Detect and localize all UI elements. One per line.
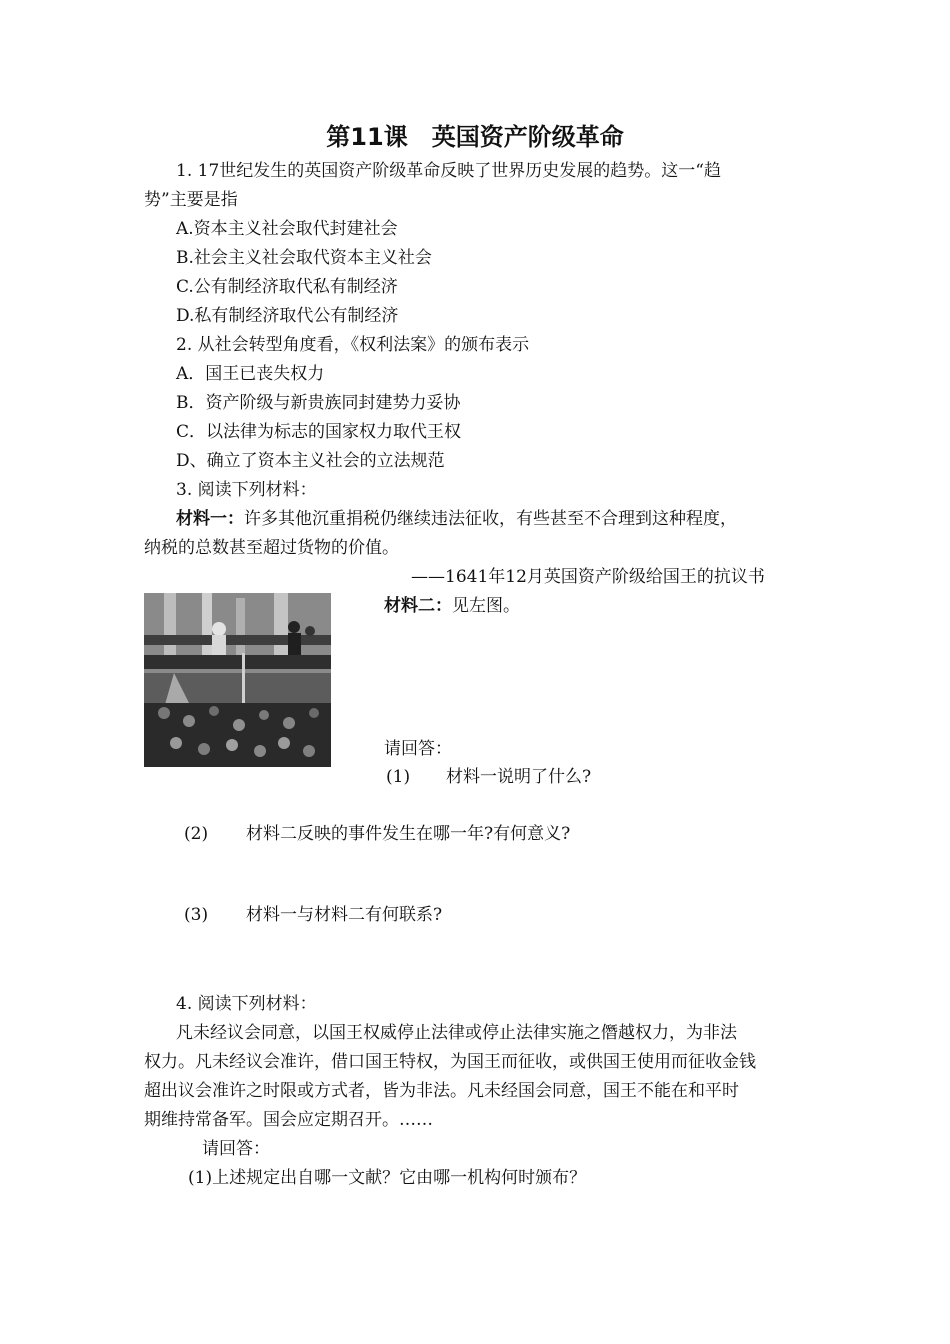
q3-sub1-number: (1): [386, 767, 411, 787]
q2-option-a: A．国王已丧失权力: [176, 364, 325, 384]
material1-source: ——1641年12月英国资产阶级给国王的抗议书: [411, 567, 765, 587]
q3-sub3-text: 材料一与材料二有何联系?: [246, 905, 443, 925]
q3-sub3-number: (3): [184, 905, 209, 925]
q1-option-c: C.公有制经济取代私有制经济: [176, 277, 398, 297]
page-title: 第11课 英国资产阶级革命: [326, 123, 624, 151]
q1-option-d: D.私有制经济取代公有制经济: [176, 306, 399, 326]
q3-sub2-number: (2): [184, 824, 209, 844]
q3-material2: [384, 595, 520, 617]
material2-label: 材料二：: [384, 596, 452, 616]
q1-option-b: B.社会主义社会取代资本主义社会: [176, 248, 432, 268]
q3-sub2-text: 材料二反映的事件发生在哪一年?有何意义?: [246, 824, 571, 844]
q2-stem: 2. 从社会转型角度看，《权利法案》的颁布表示: [176, 335, 530, 355]
q4-sub1: (1)上述规定出自哪一文献？它由哪一机构何时颁布？: [188, 1168, 587, 1188]
q1-option-a: A.资本主义社会取代封建社会: [176, 219, 398, 239]
q4-material-line1: 凡未经议会同意，以国王权威停止法律或停止法律实施之僭越权力，为非法: [176, 1023, 737, 1043]
historical-photo: [144, 593, 331, 767]
q3-material1: [176, 508, 737, 530]
q1-stem-line2: 势”主要是指: [144, 190, 238, 210]
material1-label: 材料一：: [176, 509, 244, 529]
q3-stem: 3. 阅读下列材料：: [176, 480, 317, 500]
q4-ask: 请回答：: [202, 1139, 270, 1159]
q1-stem-line1: 1. 17世纪发生的英国资产阶级革命反映了世界历史发展的趋势。这一“趋: [176, 161, 721, 181]
material1-text: 许多其他沉重捐税仍继续违法征收，有些甚至不合理到这种程度，: [244, 509, 737, 529]
q4-material-line2: 权力。凡未经议会准许，借口国王特权，为国王而征收，或供国王使用而征收金钱: [144, 1052, 756, 1072]
material2-text: 见左图。: [452, 596, 520, 616]
q3-ask: 请回答：: [384, 739, 452, 759]
q3-sub1-text: 材料一说明了什么?: [446, 767, 592, 787]
q4-stem: 4. 阅读下列材料：: [176, 994, 317, 1014]
q4-material-line4: 期维持常备军。国会应定期召开。……: [144, 1110, 433, 1130]
q2-option-c: C．以法律为标志的国家权力取代王权: [176, 422, 462, 442]
q4-material-line3: 超出议会准许之时限或方式者，皆为非法。凡未经国会同意，国王不能在和平时: [144, 1081, 739, 1101]
material1-line2: 纳税的总数甚至超过货物的价值。: [144, 538, 399, 558]
q2-option-d: D、确立了资本主义社会的立法规范: [176, 451, 445, 471]
q2-option-b: B．资产阶级与新贵族同封建势力妥协: [176, 393, 461, 413]
